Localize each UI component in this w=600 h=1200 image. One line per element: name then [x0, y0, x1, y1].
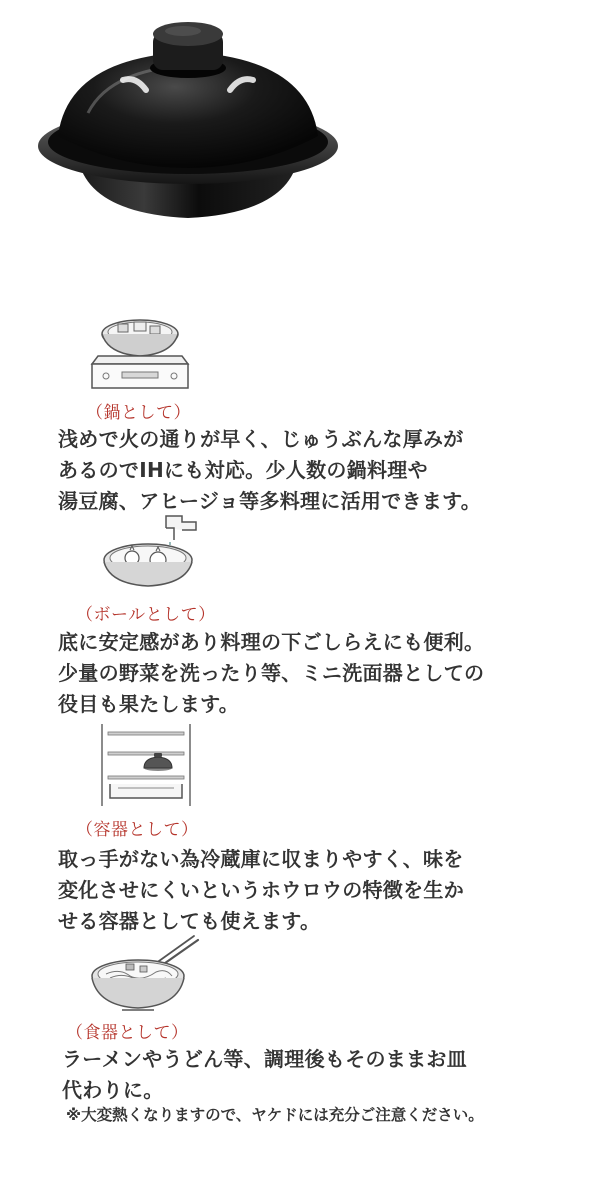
- product-pot-image: [28, 18, 348, 228]
- section-description: [58, 424, 588, 517]
- section-description: [62, 1044, 592, 1106]
- caution-note: ※大変熱くなりますので、ヤケドには充分ご注意ください。: [66, 1106, 484, 1124]
- section-caption: （鍋として）: [86, 403, 191, 423]
- description-line: せる容器としても使えます。: [58, 909, 321, 933]
- section-description: [58, 844, 588, 937]
- description-line: 浅めで火の通りが早く、じゅうぶんな厚みが: [58, 427, 464, 451]
- description-line: ラーメンやうどん等、調理後もそのままお皿: [62, 1047, 467, 1071]
- description-line: 役目も果たします。: [58, 692, 240, 716]
- section-caption: （容器として）: [76, 820, 199, 840]
- section-description: [58, 627, 588, 720]
- ramen-bowl-with-spoon-icon: [86, 934, 204, 1014]
- description-line: 底に安定感があり料理の下ごしらえにも便利。: [58, 630, 485, 654]
- section-caption: （ボールとして）: [76, 605, 216, 625]
- description-line: 代わりに。: [62, 1078, 164, 1102]
- description-line: 変化させにくいというホウロウの特徴を生か: [58, 878, 464, 902]
- description-line: あるのでIHにも対応。少人数の鍋料理や: [58, 458, 428, 482]
- section-caption: （食器として）: [66, 1023, 189, 1043]
- bowl-under-faucet-icon: [100, 512, 206, 590]
- description-line: 取っ手がない為冷蔵庫に収まりやすく、味を: [58, 847, 464, 871]
- pot-in-refrigerator-icon: [98, 722, 194, 808]
- pot-on-ih-stove-icon: [88, 312, 192, 394]
- description-line: 少量の野菜を洗ったり等、ミニ洗面器としての: [58, 661, 485, 685]
- description-line: 湯豆腐、アヒージョ等多料理に活用できます。: [58, 489, 482, 513]
